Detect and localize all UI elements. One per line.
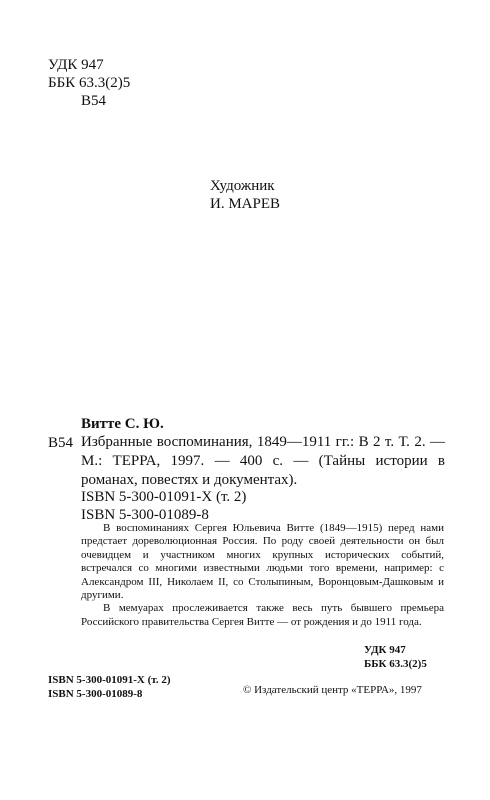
record-author-mark: В54 <box>48 435 74 451</box>
author-mark: В54 <box>81 93 107 109</box>
record-isbn-block <box>81 488 246 524</box>
record-bbk: ББК 63.3(2)5 <box>364 658 427 670</box>
artist-credit <box>210 177 280 213</box>
record-classification <box>364 643 427 671</box>
annotation <box>81 522 444 629</box>
footer-isbn-block <box>48 673 171 701</box>
record-author: Витте С. Ю. <box>81 416 164 432</box>
record-udk: УДК 947 <box>364 644 406 656</box>
record-isbn-2: ISBN 5-300-01089-8 <box>81 507 209 523</box>
artist-label: Художник <box>210 178 275 194</box>
bbk-code: ББК 63.3(2)5 <box>48 75 131 91</box>
udk-code: УДК 947 <box>48 57 104 73</box>
record-isbn-1: ISBN 5-300-01091-X (т. 2) <box>81 489 247 505</box>
header-codes <box>48 56 130 110</box>
annotation-paragraph-2: В мемуарах прослеживается также весь путь бывшего премьера Российского правительства Сергея Витте — от рождения и до 1911 года. <box>81 602 444 628</box>
footer-isbn-1: ISBN 5-300-01091-X (т. 2) <box>48 674 171 686</box>
artist-name: И. МАРЕВ <box>210 196 281 212</box>
footer-isbn-2: ISBN 5-300-01089-8 <box>48 688 143 700</box>
copyright-notice: © Издательский центр «ТЕРРА», 1997 <box>243 684 422 696</box>
record-title: Избранные воспоминания, 1849—1911 гг.: В 2 т. Т. 2. — М.: ТЕРРА, 1997. — 400 с. — (Тайны истории в романах, повестях и документах). <box>81 434 445 489</box>
annotation-paragraph-1: В воспоминаниях Сергея Юльевича Витте (1849—1915) перед нами предстает дореволюционная Россия. По роду своей деятельности он был очевидцем и участником многих крупных исторических событий, встречался со многими известными людьми того времени, например: с Александром III, Николаем II, со Столыпиным, Воронцовым-Дашковым и другими. <box>81 522 444 602</box>
